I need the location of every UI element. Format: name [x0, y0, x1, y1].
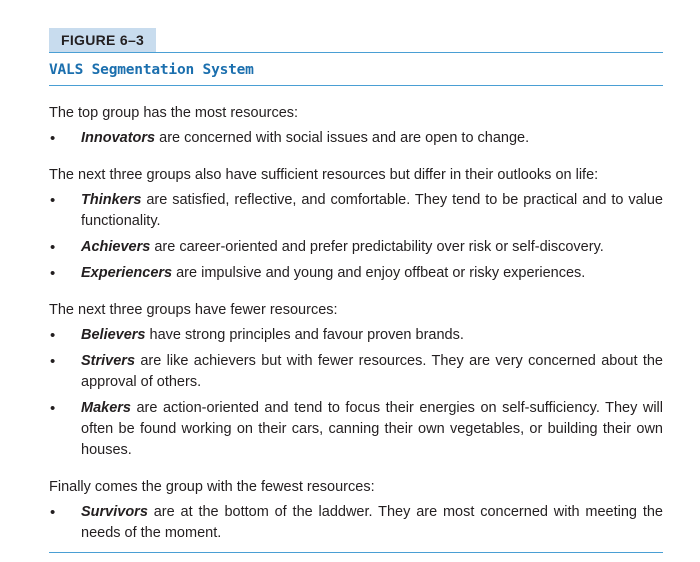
section-intro: The next three groups have fewer resources: — [49, 302, 338, 318]
list-item — [49, 263, 663, 284]
figure-body — [49, 103, 663, 544]
bullet: • — [50, 504, 56, 521]
segment-term: Achievers — [81, 239, 151, 255]
segment-description: have strong principles and favour proven brands. — [145, 327, 464, 343]
list-item — [49, 190, 663, 232]
segment-term: Believers — [81, 327, 146, 343]
segment-description: are at the bottom of the laddwer. They are most concerned with meeting the needs of the moment. — [81, 504, 663, 541]
bullet: • — [50, 400, 56, 417]
segment-list — [49, 190, 663, 284]
bullet: • — [50, 130, 56, 147]
section-next-three-sufficient — [49, 165, 663, 284]
bullet: • — [50, 239, 56, 256]
segment-description: are satisfied, reflective, and comfortable. They tend to be practical and to value functionality. — [81, 192, 663, 229]
figure-label: FIGURE 6–3 — [49, 28, 156, 53]
figure-label-row — [49, 28, 663, 54]
segment-description: are action-oriented and tend to focus their energies on self-sufficiency. They will often be found working on their cars, canning their own vegetables, or building their own houses. — [81, 400, 663, 458]
segment-list — [49, 502, 663, 544]
section-next-three-fewer — [49, 300, 663, 461]
figure-top-rule — [49, 52, 663, 53]
list-item — [49, 398, 663, 461]
section-intro: Finally comes the group with the fewest resources: — [49, 479, 375, 495]
list-item — [49, 128, 663, 149]
segment-description: are like achievers but with fewer resources. They are very concerned about the approval of others. — [81, 353, 663, 390]
bullet: • — [50, 192, 56, 209]
segment-description: are career-oriented and prefer predictability over risk or self-discovery. — [150, 239, 604, 255]
segment-description: are concerned with social issues and are open to change. — [155, 130, 530, 146]
figure-bottom-rule — [49, 552, 663, 553]
figure-title-rule — [49, 85, 663, 86]
segment-term: Makers — [81, 400, 131, 416]
bullet: • — [50, 265, 56, 282]
list-item — [49, 351, 663, 393]
bullet: • — [50, 353, 56, 370]
segment-term: Strivers — [81, 353, 136, 369]
segment-term: Survivors — [81, 504, 148, 520]
segment-term: Innovators — [81, 130, 156, 146]
bullet: • — [50, 327, 56, 344]
figure-title: VALS Segmentation System — [49, 62, 254, 78]
segment-list — [49, 325, 663, 461]
segment-list — [49, 128, 663, 149]
section-fewest — [49, 477, 663, 544]
section-intro: The next three groups also have sufficient resources but differ in their outlooks on life: — [49, 167, 599, 183]
section-top-group — [49, 103, 663, 149]
segment-term: Thinkers — [81, 192, 142, 208]
figure-box — [49, 28, 663, 544]
segment-term: Experiencers — [81, 265, 173, 281]
list-item — [49, 502, 663, 544]
segment-description: are impulsive and young and enjoy offbeat or risky experiences. — [172, 265, 586, 281]
list-item — [49, 237, 663, 258]
section-intro: The top group has the most resources: — [49, 105, 299, 121]
list-item — [49, 325, 663, 346]
